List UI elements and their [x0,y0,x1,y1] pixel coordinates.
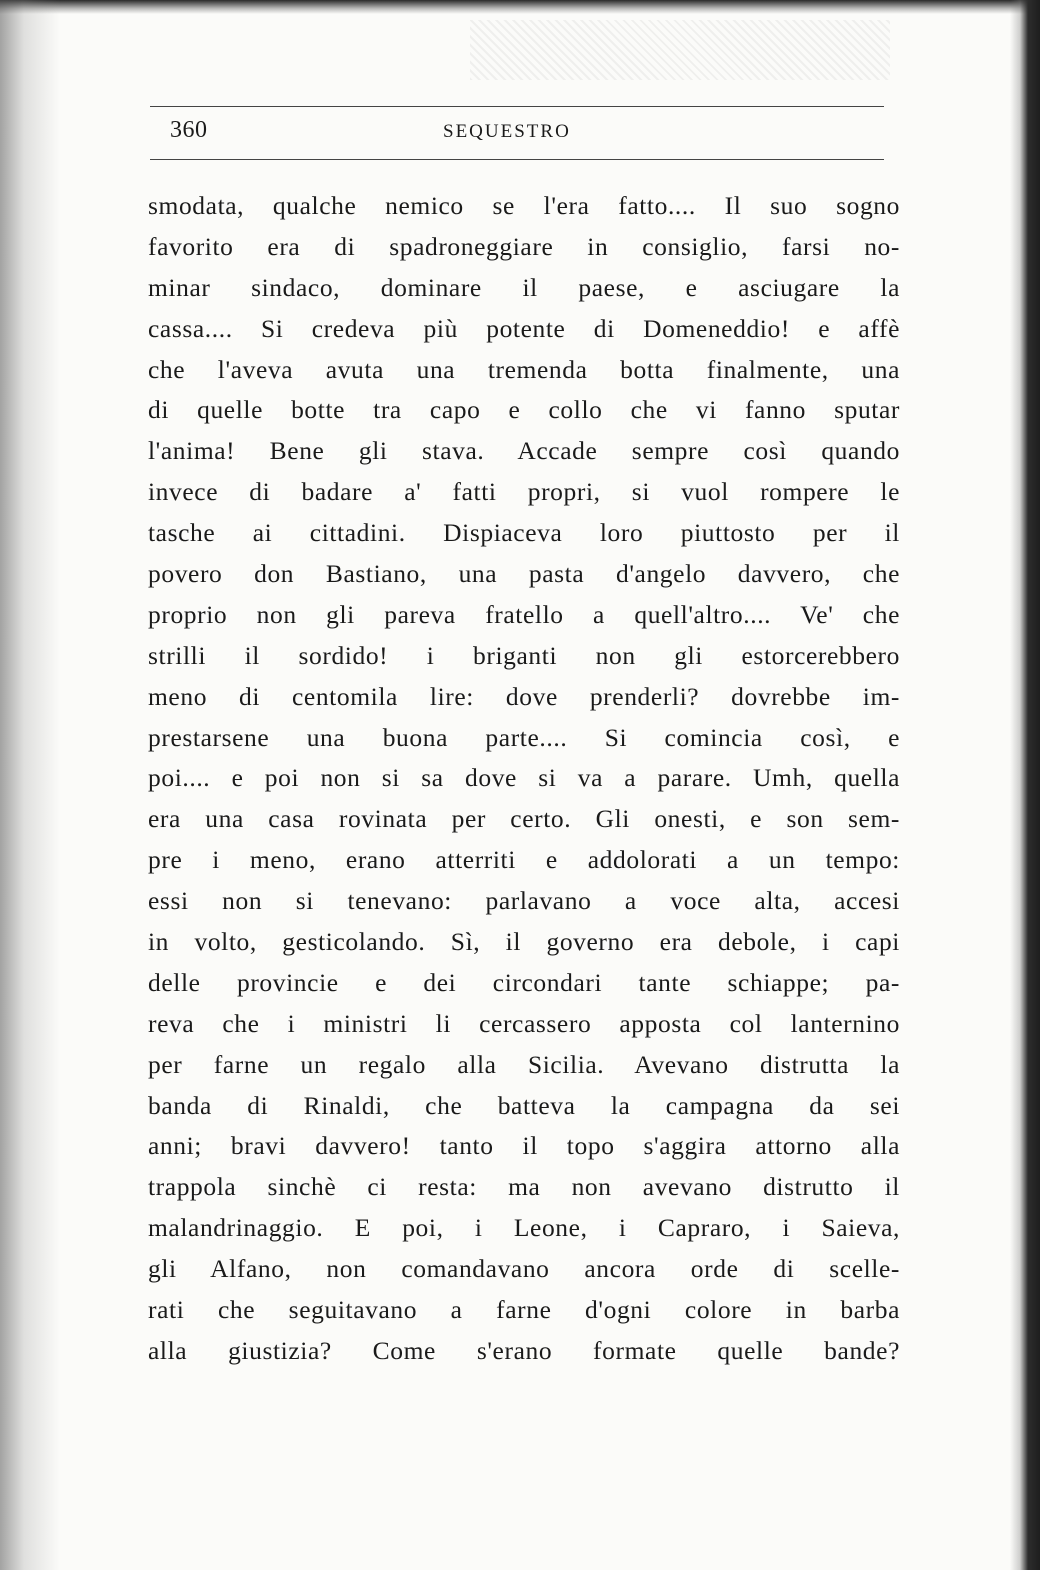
text-line: pre i meno, erano atterriti e addolorati a un tempo: [148,845,900,875]
running-title: SEQUESTRO [443,121,571,142]
text-line: meno di centomila lire: dove prenderli? dovrebbe im- [148,681,900,711]
header-rule-top [150,106,884,107]
page-edge-shadow-right [1010,0,1040,1570]
text-line: povero don Bastiano, una pasta d'angelo davvero, che [148,559,900,589]
text-line: rati che seguitavano a farne d'ogni colore in barba [148,1295,900,1325]
text-line: delle provincie e dei circondari tante schiappe; pa- [148,967,900,997]
text-line: alla giustizia? Come s'erano formate quelle bande? [148,1335,900,1365]
page-edge-shadow-top [0,0,1040,14]
text-line: minar sindaco, dominare il paese, e asciugare la [148,272,900,302]
text-line: banda di Rinaldi, che batteva la campagna da sei [148,1090,900,1120]
page-number: 360 [170,117,208,143]
text-line: gli Alfano, non comandavano ancora orde di scelle- [148,1254,900,1284]
text-line: anni; bravi davvero! tanto il topo s'aggira attorno alla [148,1131,900,1161]
text-line: di quelle botte tra capo e collo che vi fanno sputar [148,395,900,425]
text-line: essi non si tenevano: parlavano a voce alta, accesi [148,886,900,916]
text-line: strilli il sordido! i briganti non gli estorcerebbero [148,640,900,670]
text-line: era una casa rovinata per certo. Gli onesti, e son sem- [148,804,900,834]
body-text [148,186,900,1372]
text-line: cassa.... Si credeva più potente di Domeneddio! e affè [148,313,900,343]
text-line: tasche ai cittadini. Dispiaceva loro piuttosto per il [148,518,900,548]
text-line: l'anima! Bene gli stava. Accade sempre così quando [148,436,900,466]
text-line: prestarsene una buona parte.... Si comincia così, e [148,722,900,752]
text-line: in volto, gesticolando. Sì, il governo era debole, i capi [148,927,900,957]
header-rule-bottom [150,159,884,160]
text-line: favorito era di spadroneggiare in consiglio, farsi no- [148,231,900,261]
text-line: invece di badare a' fatti propri, si vuol rompere le [148,477,900,507]
text-line: che l'aveva avuta una tremenda botta finalmente, una [148,354,900,384]
text-line: reva che i ministri li cercassero apposta col lanternino [148,1008,900,1038]
text-line: poi.... e poi non si sa dove si va a parare. Umh, quella [148,763,900,793]
text-line: proprio non gli pareva fratello a quell'altro.... Ve' che [148,599,900,629]
page-edge-shadow-left [0,0,60,1570]
scan-noise [470,20,890,80]
text-line: trappola sinchè ci resta: ma non avevano distrutto il [148,1172,900,1202]
text-line: smodata, qualche nemico se l'era fatto.... Il suo sogno [148,191,900,220]
text-line: per farne un regalo alla Sicilia. Avevano distrutta la [148,1049,900,1079]
text-line: malandrinaggio. E poi, i Leone, i Capraro, i Saieva, [148,1213,900,1243]
